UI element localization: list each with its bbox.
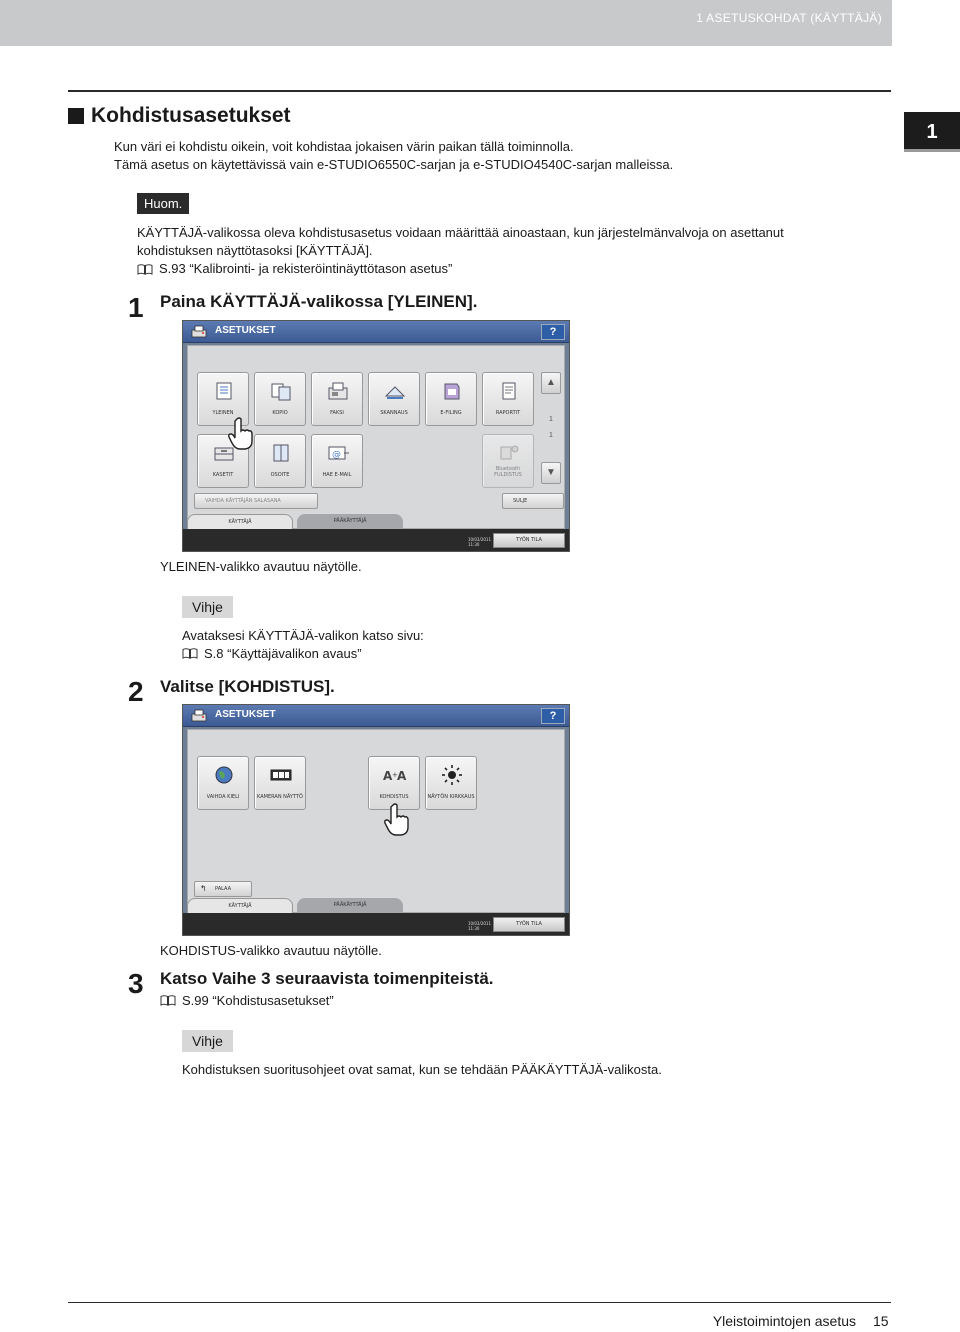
step-3-title: Katso Vaihe 3 seuraavista toimenpiteistä.: [160, 969, 494, 988]
screen-title-bar: [183, 321, 569, 343]
footer-title: Yleistoimintojen asetus: [712, 1313, 856, 1329]
section-title-text: Kohdistusasetukset: [91, 104, 291, 127]
note-reference-text: S.93 “Kalibrointi- ja rekisteröintinäyttötason asetus”: [159, 261, 453, 276]
step-1-hint-reference-text: S.8 “Käyttäjävalikon avaus”: [204, 646, 362, 661]
step-2-title: Valitse [KOHDISTUS].: [160, 677, 335, 696]
camera-display-icon: [269, 764, 293, 786]
tile-fax[interactable]: [311, 372, 363, 426]
step-3-hint-text: Kohdistuksen suoritusohjeet ovat samat, kun se tehdään PÄÄKÄYTTÄJÄ-valikosta.: [182, 1062, 662, 1077]
screen-title: ASETUKSET: [215, 709, 276, 720]
status-datetime: [468, 537, 491, 547]
tile-label: KOHDISTUS: [379, 794, 409, 800]
step-1-result: YLEINEN-valikko avautuu näytölle.: [160, 559, 362, 574]
pointing-hand-icon: [227, 417, 255, 451]
tile-camera-display[interactable]: [254, 756, 306, 810]
status-bar: [183, 913, 569, 935]
tile-label: FAKSI: [330, 410, 344, 416]
status-date: 10/03/2011: [467, 921, 491, 926]
svg-text:@: @: [332, 450, 341, 460]
step-2-number: 2: [128, 676, 144, 707]
tile-bluetooth: [482, 434, 534, 488]
address-book-icon: [269, 442, 293, 464]
screenshot-general-menu: [182, 704, 570, 936]
book-icon: [160, 995, 176, 1006]
job-status-button[interactable]: TYÖN TILA: [493, 917, 565, 932]
square-bullet-icon: [68, 108, 84, 124]
intro-line-1: Kun väri ei kohdistu oikein, voit kohdistaa jokaisen värin paikan tällä toiminnolla.: [114, 139, 574, 154]
page-current: 1: [549, 416, 553, 423]
change-password-button[interactable]: VAIHDA KÄYTTÄJÄN SALASANA: [194, 493, 318, 509]
page-total: 1: [549, 432, 553, 439]
globe-icon: [212, 764, 236, 786]
step-1-hint-text: Avataksesi KÄYTTÄJÄ-valikon katso sivu:: [182, 628, 424, 643]
note-text: [137, 224, 877, 278]
book-icon: [137, 264, 153, 275]
fax-icon: [326, 380, 350, 402]
back-arrow-icon: ↰: [200, 884, 207, 893]
job-status-button[interactable]: TYÖN TILA: [493, 533, 565, 548]
tab-admin[interactable]: PÄÄKÄYTTÄJÄ: [297, 898, 403, 913]
tile-reports[interactable]: [482, 372, 534, 426]
tab-user[interactable]: KÄYTTÄJÄ: [187, 898, 293, 913]
screen-body: [187, 729, 565, 913]
step-1-hint-reference[interactable]: [182, 646, 362, 661]
back-button[interactable]: [194, 881, 252, 897]
tile-label: OSOITE: [270, 472, 290, 478]
tile-label: SKANNAUS: [380, 410, 408, 416]
step-2-result: KOHDISTUS-valikko avautuu näytölle.: [160, 943, 382, 958]
tab-admin[interactable]: PÄÄKÄYTTÄJÄ: [297, 514, 403, 529]
tile-get-email[interactable]: [311, 434, 363, 488]
note-line-1: KÄYTTÄJÄ-valikossa oleva kohdistusasetus voidaan määrittää ainoastaan, kun järjestelmänvalvoja on asettanut: [137, 225, 784, 240]
book-icon: [182, 648, 198, 659]
tile-label: KASETIT: [212, 472, 234, 478]
intro-line-2: Tämä asetus on käytettävissä vain e-STUDIO6550C-sarjan ja e-STUDIO4540C-sarjan malleissa.: [114, 157, 674, 172]
note-badge: Huom.: [137, 193, 189, 214]
tile-label: VAIHDA KIELI: [206, 794, 240, 800]
tile-label: RAPORTIT: [495, 410, 521, 416]
svg-text:+: +: [392, 771, 398, 779]
note-reference[interactable]: [137, 260, 877, 278]
step-3-reference-text: S.99 “Kohdistusasetukset”: [182, 993, 334, 1008]
printer-icon: [191, 325, 207, 339]
scan-icon: [383, 380, 407, 402]
intro-text: [114, 138, 673, 174]
screen-title-bar: [183, 705, 569, 727]
tile-label: YLEINEN: [212, 410, 234, 416]
status-datetime: [468, 921, 491, 931]
chapter-tab: 1: [904, 112, 960, 152]
general-settings-icon: [212, 380, 236, 402]
status-time: 11:30: [467, 926, 480, 931]
screen-title: ASETUKSET: [215, 325, 276, 336]
footer-rule: [68, 1302, 891, 1303]
step-1-title: Paina KÄYTTÄJÄ-valikossa [YLEINEN].: [160, 292, 478, 311]
brightness-icon: [440, 764, 464, 786]
pointing-hand-icon: [383, 803, 411, 837]
svg-text:A: A: [383, 769, 393, 783]
tile-scan[interactable]: [368, 372, 420, 426]
menu-tabs: [187, 898, 565, 913]
page-number: 15: [873, 1313, 889, 1329]
status-time: 11:30: [467, 542, 480, 547]
step-3-reference[interactable]: [160, 993, 334, 1008]
copy-icon: [269, 380, 293, 402]
menu-tabs: [187, 514, 565, 529]
tile-address[interactable]: [254, 434, 306, 488]
tile-label: KAMERAN NÄYTTÖ: [257, 794, 303, 800]
tile-e-filing[interactable]: [425, 372, 477, 426]
reports-icon: [497, 380, 521, 402]
tile-copy[interactable]: [254, 372, 306, 426]
tile-display-brightness[interactable]: [425, 756, 477, 810]
email-icon: [326, 442, 350, 464]
step-3-hint-badge: Vihje: [182, 1030, 233, 1052]
step-1-number: 1: [128, 292, 144, 323]
tab-user[interactable]: KÄYTTÄJÄ: [187, 514, 293, 529]
header-bar: [0, 0, 892, 46]
close-button[interactable]: SULJE: [502, 493, 564, 509]
tile-change-language[interactable]: [197, 756, 249, 810]
status-bar: [183, 529, 569, 551]
e-filing-icon: [440, 380, 464, 402]
back-button-label: PALAA: [215, 886, 231, 892]
step-3-number: 3: [128, 968, 144, 999]
scroll-down-button[interactable]: ▼: [541, 462, 561, 484]
tile-label: NÄYTÖN KIRKKAUS: [427, 794, 475, 800]
tile-label: Bluetooth FULDISTUS: [494, 466, 522, 478]
bluetooth-icon: [497, 442, 521, 464]
section-title: [68, 104, 291, 128]
tile-registration[interactable]: [368, 756, 420, 810]
step-1-hint-badge: Vihje: [182, 596, 233, 618]
scroll-up-button[interactable]: ▲: [541, 372, 561, 394]
status-date: 10/03/2011: [467, 537, 491, 542]
help-button[interactable]: ?: [541, 708, 565, 724]
top-rule: [68, 90, 891, 92]
tile-label: KOPIO: [272, 410, 288, 416]
tile-label: HAE E-MAIL: [322, 472, 352, 478]
help-button[interactable]: ?: [541, 324, 565, 340]
printer-icon: [191, 709, 207, 723]
note-line-2: kohdistuksen näyttötasoksi [KÄYTTÄJÄ].: [137, 243, 373, 258]
tile-label: E-FILING: [440, 410, 462, 416]
chapter-label: 1 ASETUSKOHDAT (KÄYTTÄJÄ): [696, 11, 882, 25]
svg-text:A: A: [397, 769, 407, 783]
screenshot-user-menu: [182, 320, 570, 552]
registration-icon: [383, 764, 407, 786]
